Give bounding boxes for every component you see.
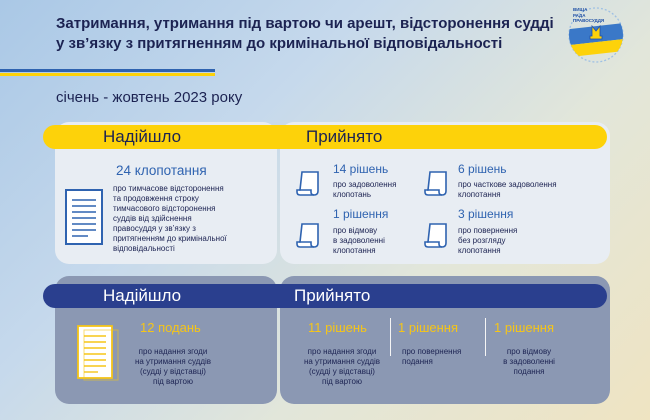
document-scroll-icon — [424, 222, 450, 250]
received-count: 24 клопотання — [116, 163, 207, 178]
received-label: Надійшло — [103, 127, 182, 146]
period-label: січень - жовтень 2023 року — [56, 89, 243, 106]
decision-description: про надання згоди на утримання суддів (суддi у відставці) під вартою — [303, 347, 381, 386]
decision-description: про повернення без розгляду клопотання — [458, 226, 518, 255]
received-label: Надійшло — [103, 286, 182, 305]
decision-count: 3 рішення — [458, 207, 514, 221]
document-scroll-icon — [296, 170, 322, 198]
decision-count: 1 рішення — [333, 207, 389, 221]
decision-description: про відмову в задоволенні подання — [503, 347, 555, 376]
decision-description: про повернення подання — [402, 347, 462, 366]
adopted-label: Прийнято — [294, 286, 371, 305]
adopted-label: Прийнято — [306, 127, 383, 146]
decision-count: 1 рішення — [398, 320, 459, 335]
page-title: Затримання, утримання під вартою чи арешт, відсторонення судді у зв’язку з притягненням до кримінальної відповідальності — [56, 15, 554, 52]
decision-count: 11 рішень — [308, 320, 367, 335]
document-scroll-icon — [424, 170, 450, 198]
section2-header-bar — [43, 284, 607, 308]
divider — [485, 318, 486, 356]
decision-description: про задоволення клопотань — [333, 180, 397, 199]
received-description: про надання згоди на утримання суддів (суддi у відставці) під вартою — [134, 347, 212, 386]
document-icon — [64, 188, 104, 246]
logo-text: ВИЩА РАДА ПРАВОСУДДЯ — [573, 7, 605, 23]
stripe-yellow — [0, 73, 215, 76]
divider — [390, 318, 391, 356]
section1-header-bar — [43, 125, 607, 149]
received-count: 12 подань — [140, 320, 201, 335]
received-description: про тимчасове відсторонення та продовження строку тимчасового відсторонення суддів від здійснення правосуддя у зв’язку з притягненням до кримінальної відповідальності — [113, 184, 227, 253]
document-icon — [76, 324, 122, 382]
decision-count: 6 рішень — [458, 162, 507, 176]
document-scroll-icon — [296, 222, 322, 250]
stripe-blue — [0, 69, 215, 72]
decision-count: 14 рішень — [333, 162, 389, 176]
decision-count: 1 рішення — [494, 320, 555, 335]
decision-description: про відмову в задоволенні клопотання — [333, 226, 385, 255]
decision-description: про часткове задоволення клопотання — [458, 180, 557, 199]
